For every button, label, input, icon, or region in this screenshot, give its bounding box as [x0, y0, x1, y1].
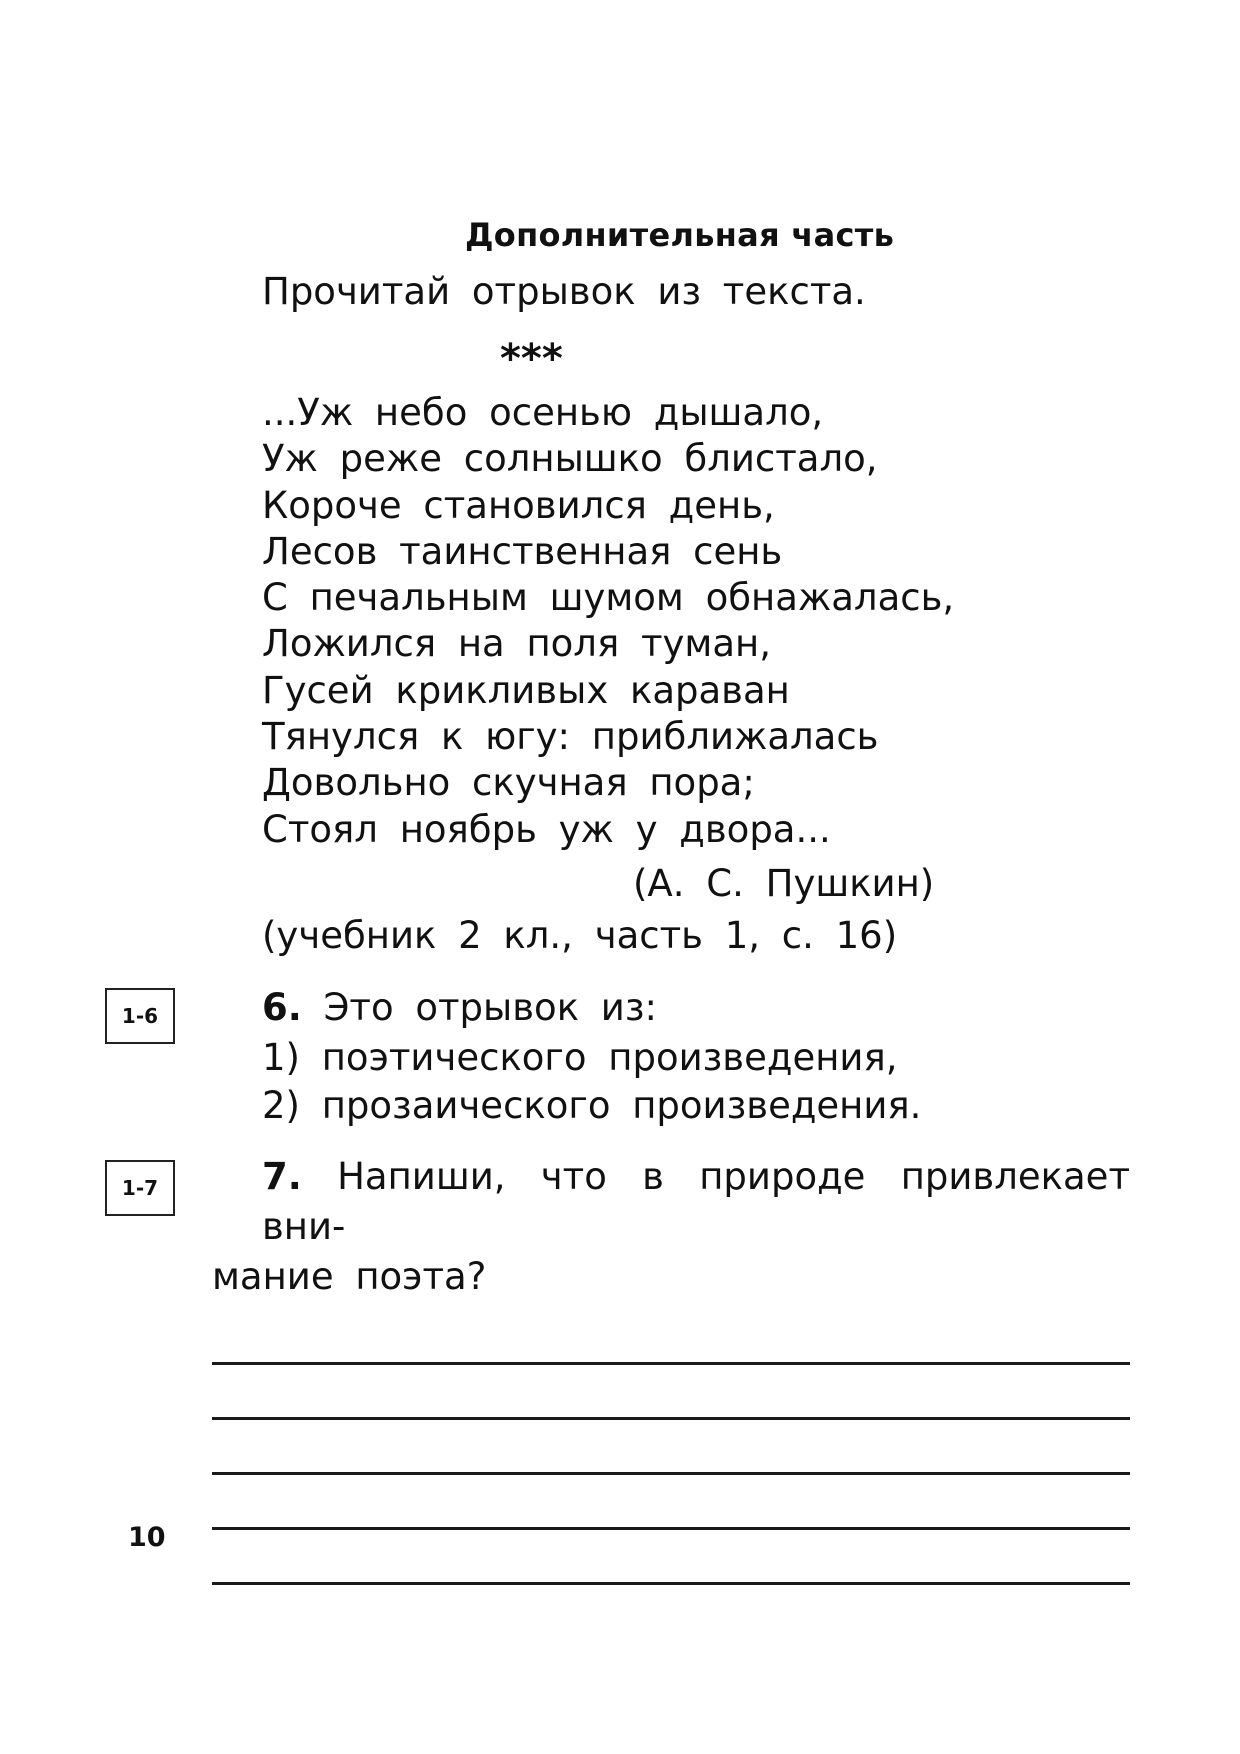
- textbook-reference: (учебник 2 кл., часть 1, с. 16): [262, 914, 898, 957]
- question-6-code-box: [105, 988, 175, 1044]
- question-6-options: [262, 1034, 921, 1130]
- question-7-line-1: [212, 1152, 1130, 1252]
- question-7-number: 7.: [262, 1155, 302, 1198]
- question-7-text-2: мание поэта?: [212, 1255, 487, 1298]
- answer-line[interactable]: [212, 1530, 1130, 1585]
- page-number: 10: [128, 1522, 166, 1553]
- poem-line: Ложился на поля туман,: [262, 622, 771, 666]
- instruction-text: Прочитай отрывок из текста.: [262, 270, 866, 313]
- answer-line[interactable]: [212, 1310, 1130, 1365]
- answer-line[interactable]: [212, 1475, 1130, 1530]
- poem-line: Гусей крикливых караван: [262, 668, 790, 712]
- answer-line[interactable]: [212, 1420, 1130, 1475]
- question-7-code-box: [105, 1160, 175, 1216]
- poem-line: ...Уж небо осенью дышало,: [262, 391, 824, 434]
- separator: ***: [500, 336, 563, 382]
- poem-line: Лесов таинственная сень: [262, 529, 783, 573]
- poem-line: Короче становился день,: [262, 483, 775, 527]
- poem-excerpt: [262, 390, 954, 853]
- question-6-number: 6.: [262, 986, 302, 1029]
- poem-line: Стоял ноябрь уж у двора...: [262, 807, 831, 851]
- poem-line: С печальным шумом обнажалась,: [262, 576, 955, 620]
- poem-line: Уж реже солнышко блистало,: [262, 437, 878, 481]
- answer-option[interactable]: 2) прозаического произведения.: [262, 1084, 922, 1127]
- answer-option[interactable]: 1) поэтического произведения,: [262, 1036, 898, 1079]
- question-6-text: Это отрывок из:: [323, 986, 657, 1029]
- poem-line: Тянулся к югу: приближалась: [262, 715, 879, 759]
- question-6-code: 1-6: [121, 1004, 159, 1028]
- question-7-text-1: Напиши, что в природе привлекает вни-: [262, 1155, 1130, 1248]
- answer-area[interactable]: [212, 1310, 1130, 1585]
- poem-line: Довольно скучная пора;: [262, 761, 755, 805]
- answer-line[interactable]: [212, 1365, 1130, 1420]
- question-7-prompt: [212, 1152, 1130, 1302]
- question-7-code: 1-7: [121, 1176, 159, 1200]
- question-6-title: [262, 982, 657, 1034]
- poem-author: (А. С. Пушкин): [633, 862, 935, 905]
- section-title: Дополнительная часть: [465, 216, 895, 254]
